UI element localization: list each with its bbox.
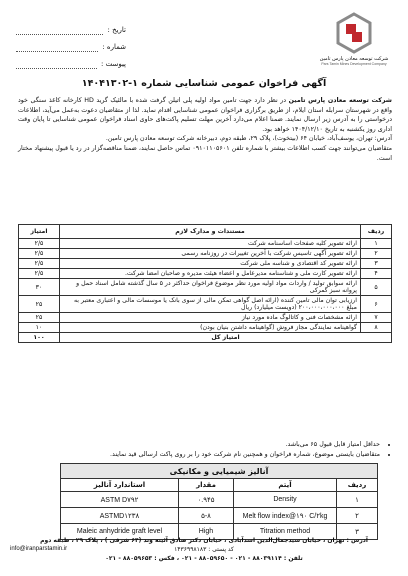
row-score: ۲/۵ (19, 269, 60, 279)
row-score: ۱۰ (19, 323, 60, 333)
table-row (19, 269, 392, 279)
notice-paragraph-1-text: در نظر دارد جهت تامین مواد اولیه پلی اتیلن گرفت شده با مالئیک گرید HD کارخانه کاغذ سنگی خود واقع در شهرستان سرابله استان ایلام، از طریق برگزاری فراخوان عمومی شناسایی اقدام نماید. لذا از متقاضیان دعوت به‌عمل می‌آید، اطلاعات درخواستی را به آدرس زیر ارسال نمایند. ضمنا اعلام می‌دارد آخرین مهلت تسلیم پاکت‌های حاوی اسناد فراخوان عمومی شناسایی تا پایان وقت اداری روز یکشنبه به تاریخ ۱۴۰۴/۱۲/۱۰ خواهد بود. (18, 97, 392, 133)
date-label: تاریخ : (107, 26, 126, 34)
note-item: • حداقل امتیاز قابل قبول ۶۵ می‌باشد. (18, 440, 380, 450)
criteria-header-desc: مستندات و مدارک لازم (60, 225, 361, 239)
footer-website[interactable]: info@iranparstamin.ir (10, 546, 68, 552)
row-desc: ارائه تصویر کلیه صفحات اساسنامه شرکت (60, 239, 361, 249)
notice-paragraph-3: متقاضیان می‌توانند جهت کسب اطلاعات بیشتر با شماره تلفن ۰۹۱۰۱۱۰۵۶۰۱ تماس حاصل نمایند، ضمنا مناقصه‌گزار در رد یا قبول پیشنهاد مختار است. (18, 144, 392, 162)
row-num: ۷ (361, 313, 392, 323)
logo-icon (334, 12, 374, 54)
row-num: ۱ (361, 239, 392, 249)
table-row (19, 259, 392, 269)
note-item: • متقاضیان بایستی موضوع، شماره فراخوان و همچنین نام شرکت خود را بر روی پاکت ارسالی قید نمایند. (18, 450, 380, 460)
row-score: ۲/۵ (19, 259, 60, 269)
row-num: ۶ (361, 296, 392, 313)
chem-item: Titration method (234, 524, 337, 540)
row-num: ۸ (361, 323, 392, 333)
notice-paragraph-1 (18, 96, 392, 134)
total-label: امتیاز کل (60, 333, 392, 343)
attachment-label: پیوست : (101, 60, 126, 68)
chem-num: ۱ (337, 492, 378, 508)
row-score: ۲/۵ (19, 239, 60, 249)
table-row (19, 239, 392, 249)
chem-item: Density (234, 492, 337, 508)
footer-postal-code: کد پستی : ۱۴۳۶۹۹۸۱۸۳ (174, 546, 234, 553)
row-desc: ارائه سوابق تولید / واردات مواد اولیه مورد نظر موضوع فراخوان حداکثر در ۵ سال گذشته شامل اسناد حمل و پروانه سبز گمرکی (60, 279, 361, 296)
row-score: ۲/۵ (19, 249, 60, 259)
notice-lead: شرکت توسعه معادن پارس تامین (288, 97, 392, 104)
chemical-analysis-table (60, 463, 378, 540)
chem-header-standard: استاندارد آنالیز (61, 479, 179, 492)
chem-standard: ASTM D۷۹۲ (61, 492, 179, 508)
chem-standard: Maleic anhydride graft level (61, 524, 179, 540)
table-row (19, 296, 392, 313)
company-name: شرکت توسعه معادن پارس تامین (319, 56, 389, 62)
row-num: ۲ (361, 249, 392, 259)
table-row (61, 508, 378, 524)
total-row (19, 333, 392, 343)
table-row (19, 323, 392, 333)
table-row (19, 313, 392, 323)
notice-paragraph-2: آدرس: تهران، یوسف‌آباد، خیابان ۶۴ (بیتخوت)، پلاک ۲۹، طبقه دوم، دبیرخانه شرکت توسعه معادن پارس تامین. (105, 135, 392, 143)
table-row (19, 279, 392, 296)
chem-caption: آنالیز شیمیایی و مکانیکی (61, 464, 378, 479)
table-row (61, 492, 378, 508)
notes (18, 440, 392, 460)
criteria-header-num: ردیف (361, 225, 392, 239)
chem-item: Melt flow index@۱۹۰ C/۲kg (234, 508, 337, 524)
row-num: ۴ (361, 269, 392, 279)
company-name-en: Pars Tamin Mines Development Company (321, 62, 387, 66)
letter-meta (16, 22, 126, 73)
row-desc: ارائه تصویر کارت ملی و شناسنامه مدیرعامل و اعضاء هیئت مدیره و صاحبان امضا شرکت. (60, 269, 361, 279)
row-desc: ارزیابی توان مالی تامین کننده (ارائه اصل گواهی تمکن مالی از سوی بانک یا موسسات مالی و اعتباری معتبر به مبلغ ۲۰۰،۰۰۰،۰۰۰،۰۰۰ (دویست میلیارد) ریال (60, 296, 361, 313)
row-num: ۳ (361, 259, 392, 269)
row-num: ۵ (361, 279, 392, 296)
chem-num: ۲ (337, 508, 378, 524)
row-desc: ارائه مشخصات فنی و کاتالوگ ماده مورد نیاز (60, 313, 361, 323)
criteria-header-row (19, 225, 392, 239)
row-desc: گواهینامه نمایندگی مجاز فروش (گواهینامه داشتن بنیان بودن) (60, 323, 361, 333)
chem-amount: ۵-۸ (179, 508, 234, 524)
row-score: ۲۵ (19, 296, 60, 313)
row-desc: ارائه تصویر آگهی تاسیس شرکت با آخرین تغییرات در روزنامه رسمی (60, 249, 361, 259)
number-label: شماره : (102, 43, 126, 51)
row-score: ۲۵ (19, 313, 60, 323)
table-row (19, 249, 392, 259)
total-score: ۱۰۰ (19, 333, 60, 343)
chem-header-item: آیتم (234, 479, 337, 492)
footer (10, 536, 398, 563)
chem-caption-row (61, 464, 378, 479)
notice-body (18, 96, 392, 163)
chem-num: ۳ (337, 524, 378, 540)
footer-address: آدرس : تهران ، خیابان سید‌جمال‌الدین اسدآبادی ، خیابان دکتر صادق آئینه وند (۶۴ شرقی ) ، پلاک ۲۹ ، طبقه دوم (40, 537, 368, 544)
criteria-header-score: امتیاز (19, 225, 60, 239)
chem-amount: High (179, 524, 234, 540)
row-desc: ارائه تصویر کد اقتصادی و شناسه ملی شرکت (60, 259, 361, 269)
chem-header-num: ردیف (337, 479, 378, 492)
company-logo (314, 12, 394, 66)
row-score: ۳۰ (19, 279, 60, 296)
chem-header-amount: مقدار (179, 479, 234, 492)
chem-header-row (61, 479, 378, 492)
criteria-table (18, 224, 392, 343)
notice-title: آگهی فراخوان عمومی شناسایی شماره ۱-۱۴۰۴۱۳۰۲ (81, 78, 327, 89)
footer-contacts: تلفن : ۸۸۰۳۹۱۱۴ - ۰۲۱ - ۸۸۰۵۹۶۵۰ - ۰۲۱ ، فکس : ۸۸۰۵۹۶۵۳ - ۰۲۱ (105, 555, 303, 562)
chem-amount: ۰.۹۴۵ (179, 492, 234, 508)
chem-standard: ASTMD۱۲۳۸ (61, 508, 179, 524)
